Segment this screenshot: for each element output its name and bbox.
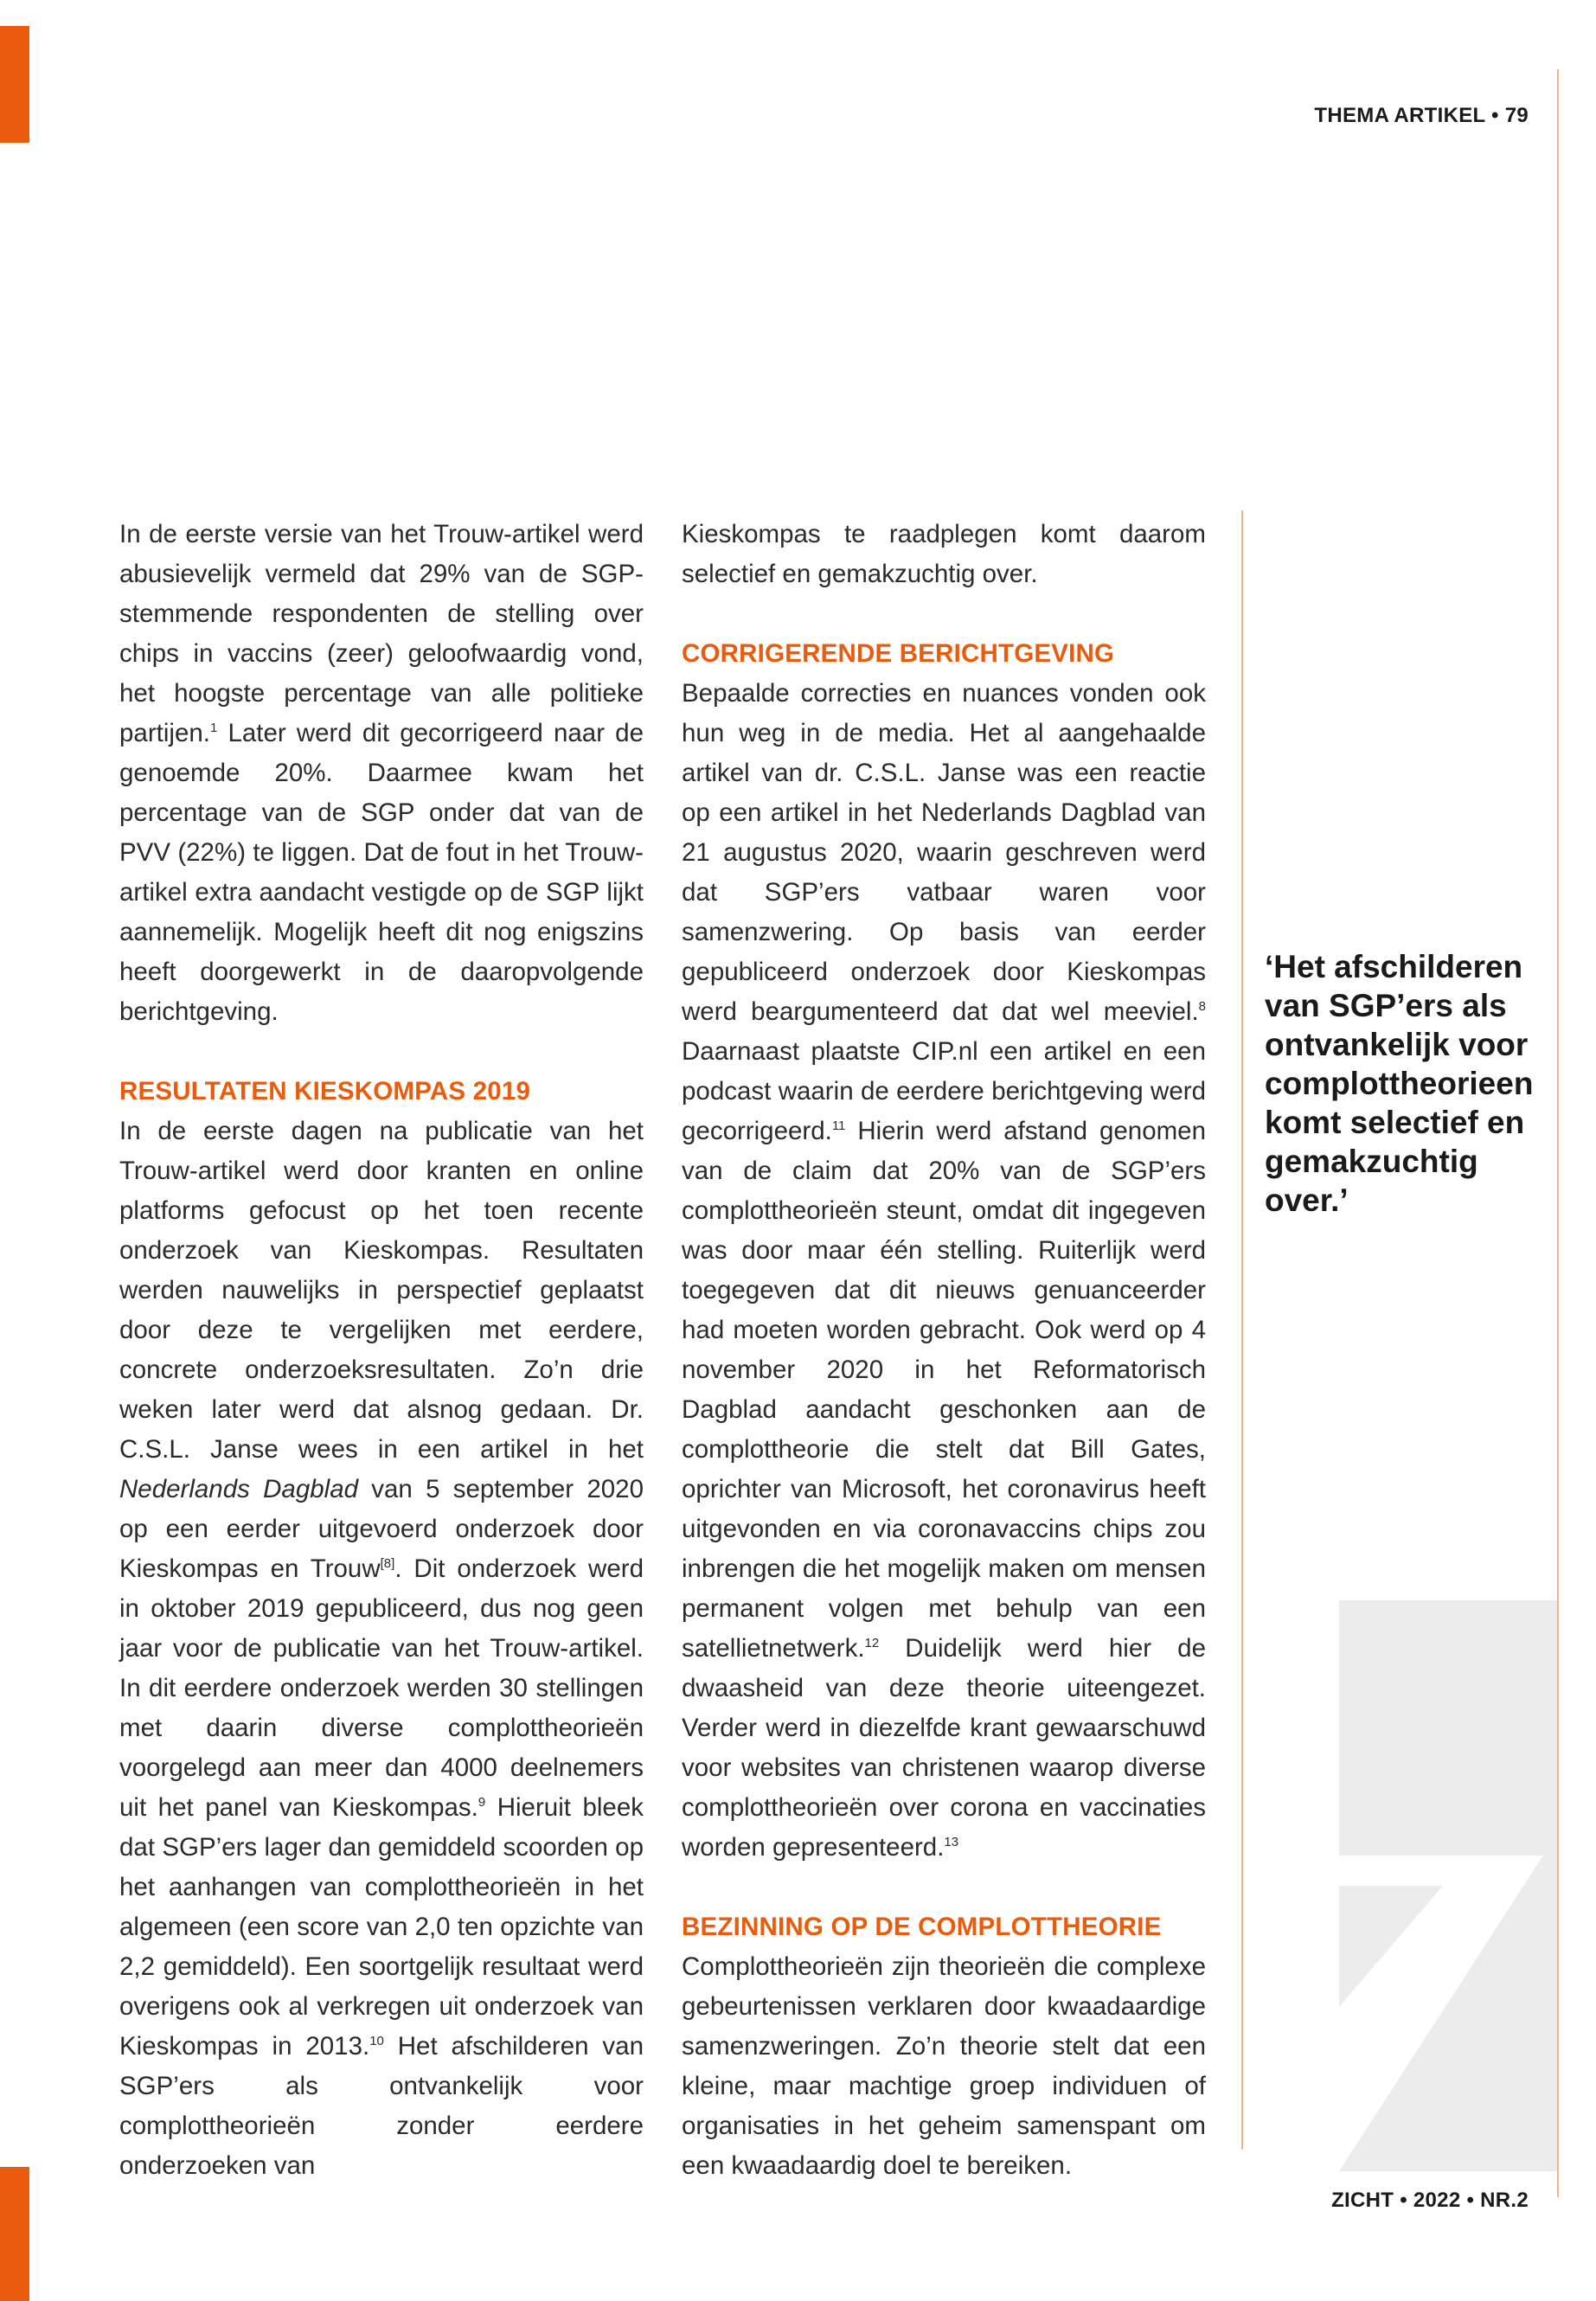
issue-year: 2022: [1413, 2189, 1461, 2212]
accent-bar-top: [0, 26, 29, 143]
column-divider: [1241, 510, 1243, 2150]
reference-marker: [8]: [380, 1556, 395, 1572]
pull-quote: ‘Het afschilderen van SGP’ers als ontvankelijk voor complottheorieen komt selectief en gemakzuchtig over.’: [1265, 949, 1534, 1218]
section-heading: BEZINNING OP DE COMPLOTTHEORIE: [682, 1913, 1162, 1941]
footnote-ref: 9: [478, 1795, 486, 1811]
paragraph: Complottheorieën zijn theorieën die complexe gebeurtenissen verklaren door kwaadaardige samenzweringen. Zo’n theorie stelt dat een kleine, maar machtige groep individuen of organisaties in het geheim samenspant om een kwaadaardig doel te bereiken.: [682, 1952, 1206, 2180]
magazine-name: ZICHT: [1331, 2189, 1394, 2212]
issue-number: NR.2: [1480, 2189, 1529, 2212]
paragraph: Kieskompas te raadplegen komt daarom selectief en gemakzuchtig over.: [682, 520, 1206, 588]
decorative-z-shape: [1339, 1600, 1557, 2171]
running-footer: [1331, 2189, 1529, 2213]
footnote-ref: 10: [369, 2034, 384, 2049]
publication-title: Nederlands Dagblad: [119, 1475, 359, 1503]
page-number: 79: [1504, 104, 1529, 127]
footnote-ref: 12: [864, 1636, 880, 1651]
paragraph: In de eerste dagen na publicatie van het Trouw-artikel werd door kranten en online platforms gefocust op het toen recente onderzoek van Kieskompas. Resultaten werden nauwelijks in perspectief geplaatst door deze te vergelijken met eerdere, concrete onderzoeksresultaten. Zo’n drie weken later werd dat alsnog gedaan. Dr. C.S.L. Janse wees in een artikel in het Nederlands Dagblad van 5 september 2020 op een eerder uitgevoerd onderzoek door Kieskompas en Trouw[8]. Dit onderzoek werd in oktober 2019 gepubliceerd, dus nog geen jaar voor de publicatie van het Trouw-artikel. In dit eerdere onderzoek werden 30 stellingen met daarin diverse complottheorieën voorgelegd aan meer dan 4000 deelnemers uit het panel van Kieskompas.$^9$ Hieruit bleek dat SGP’ers lager dan gemiddeld scoorden op het aanhangen van complottheorieën in het algemeen (een score van 2,0 ten opzichte van 2,2 gemiddeld). Een soortgelijk resultaat werd overigens ook al verkregen uit onderzoek van Kieskompas in 2013.10 Het afschilderen van SGP’ers als ontvankelijk voor complottheorieën zonder eerdere onderzoeken van: [119, 1117, 644, 2180]
left-column: [119, 515, 644, 2186]
footer-separator: •: [1400, 2189, 1407, 2212]
paragraph: Bepaalde correcties en nuances vonden ook hun weg in de media. Het al aangehaalde artikel van dr. C.S.L. Janse was een reactie op een artikel in het Nederlands Dagblad van 21 augustus 2020, waarin geschreven werd dat SGP’ers vatbaar waren voor samenzwering. Op basis van eerder gepubliceerd onderzoek door Kieskompas werd beargumenteerd dat dat wel meeviel.$^8$ Daarnaast plaatste CIP.nl een artikel en een podcast waarin de eerdere berichtgeving werd gecorrigeerd.$^{11}$ Hierin werd afstand genomen van de claim dat 20% van de SGP’ers complottheorieën steunt, omdat dit ingegeven was door maar één stelling. Ruiterlijk werd toegegeven dat dit nieuws genuanceerder had moeten worden gebracht. Ook werd op 4 november 2020 in het Reformatorisch Dagblad aandacht geschonken aan de complottheorie die stelt dat Bill Gates, oprichter van Microsoft, het coronavirus heeft uitgevonden en via coronavaccins chips zou inbrengen die het mogelijk maken om mensen permanent volgen met behulp van een satellietnetwerk.$^{12}$ Duidelijk werd hier de dwaasheid van deze theorie uiteengezet. Verder werd in diezelfde krant gewaarschuwd voor websites van christenen waarop diverse complottheorieën over corona en vaccinaties worden gepresenteerd.$^{13}$: [682, 679, 1206, 1862]
footnote-ref: 11: [831, 1118, 846, 1134]
section-label: THEMA ARTIKEL: [1314, 104, 1486, 127]
footnote-ref: 13: [944, 1835, 959, 1850]
footnote-ref: 8: [1198, 999, 1206, 1015]
section-heading: RESULTATEN KIESKOMPAS 2019: [119, 1077, 531, 1106]
section-heading: CORRIGERENDE BERICHTGEVING: [682, 639, 1115, 668]
page-edge-rule: [1557, 69, 1559, 2197]
footer-separator: •: [1466, 2189, 1475, 2212]
running-header: [1314, 104, 1529, 128]
accent-bar-bottom: [0, 2167, 29, 2301]
header-separator: •: [1491, 104, 1499, 127]
middle-column: [682, 515, 1206, 2186]
footnote-ref: 1: [209, 721, 218, 736]
paragraph: In de eerste versie van het Trouw-artikel werd abusievelijk vermeld dat 29% van de SGP-stemmende respondenten de stelling over chips in vaccins (zeer) geloofwaardig vond, het hoogste percentage van alle politieke partijen.$^1$ Later werd dit gecorrigeerd naar de genoemde 20%. Daarmee kwam het percentage van de SGP onder dat van de PVV (22%) te liggen. Dat de fout in het Trouw-artikel extra aandacht vestigde op de SGP lijkt aannemelijk. Mogelijk heeft dit nog enigszins heeft doorgewerkt in de daaropvolgende berichtgeving.: [119, 520, 644, 1026]
